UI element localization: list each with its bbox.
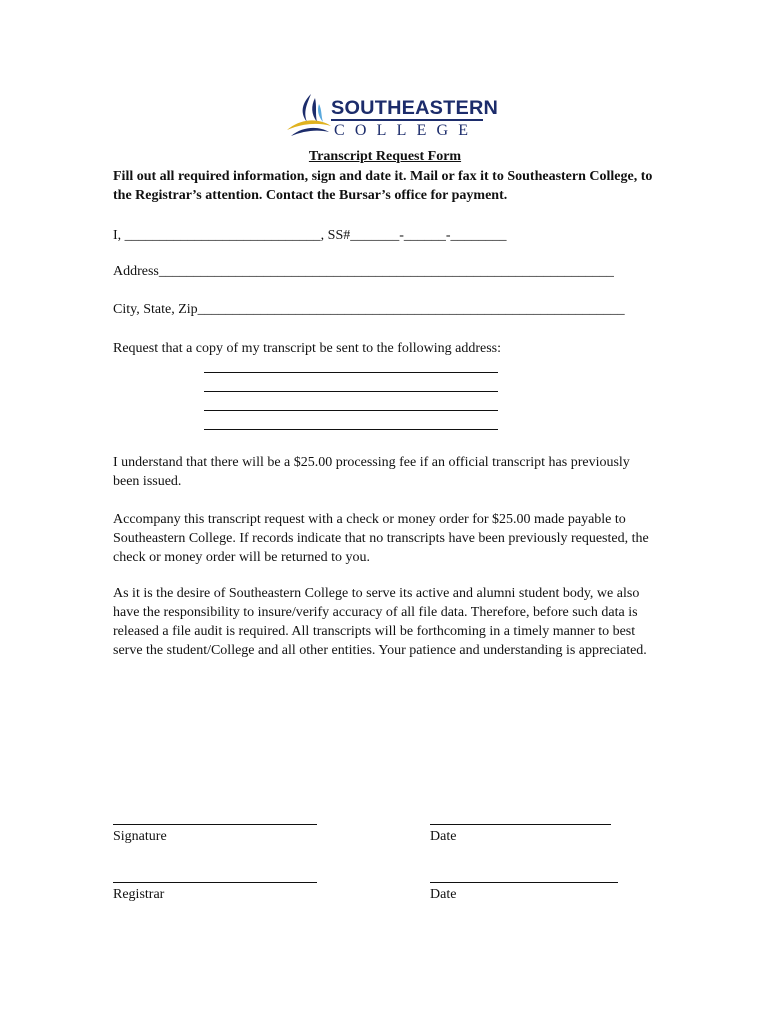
- destination-address-line-2[interactable]: [204, 391, 498, 392]
- destination-address-line-4[interactable]: [204, 429, 498, 430]
- form-title: Transcript Request Form: [308, 149, 462, 164]
- city-state-zip-field[interactable]: City, State, Zip_____________________________________________________________: [113, 302, 625, 317]
- signature-date-label: Date: [430, 829, 457, 844]
- destination-address-line-3[interactable]: [204, 410, 498, 411]
- name-ssn-field[interactable]: I, ____________________________, SS#_______-______-________: [113, 228, 507, 243]
- form-instructions: Fill out all required information, sign and date it. Mail or fax it to Southeastern College, to the Registrar’s attention. Contact the Bursar’s office for payment.: [113, 169, 653, 203]
- logo-wordmark-top: SOUTHEASTERN: [331, 97, 499, 119]
- signature-line[interactable]: [113, 824, 317, 825]
- payment-paragraph: Accompany this transcript request with a check or money order for $25.00 made payable to Southeastern College. If records indicate that no transcripts have been previously requested, the check or money order will be returned to you.: [113, 512, 649, 565]
- registrar-line[interactable]: [113, 882, 317, 883]
- destination-address-line-1[interactable]: [204, 372, 498, 373]
- request-statement: Request that a copy of my transcript be sent to the following address:: [113, 341, 502, 356]
- registrar-label: Registrar: [113, 887, 165, 902]
- file-audit-paragraph: As it is the desire of Southeastern College to serve its active and alumni student body, we also have the responsibility to insure/verify accuracy of all file data. Therefore, before such data is released a file audit is required. All transcripts will be forthcoming in a timely manner to best serve the student/College and all other entities. Your patience and understanding is appreciated.: [113, 586, 647, 658]
- address-field[interactable]: Address_________________________________________________________________: [113, 264, 614, 279]
- logo-wordmark-bottom: COLLEGE: [334, 122, 479, 139]
- processing-fee-paragraph: I understand that there will be a $25.00 processing fee if an official transcript has previously been issued.: [113, 455, 630, 489]
- signature-label: Signature: [113, 829, 167, 844]
- registrar-date-label: Date: [430, 887, 457, 902]
- signature-date-line[interactable]: [430, 824, 611, 825]
- registrar-date-line[interactable]: [430, 882, 618, 883]
